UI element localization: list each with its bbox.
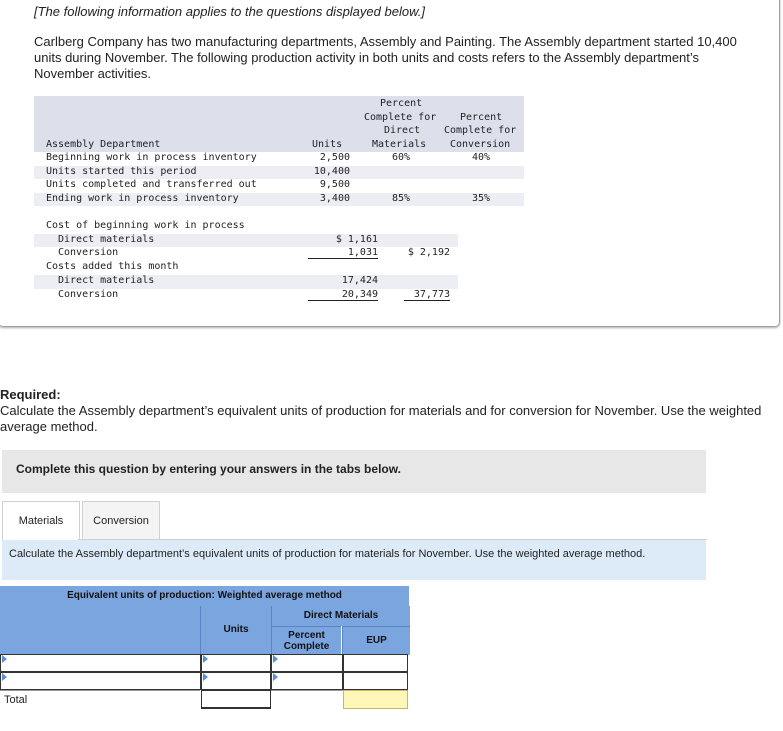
hdr-assembly-dept: Assembly Department — [46, 139, 161, 150]
required-text: Calculate the Assembly department’s equivalent units of production for materials and for conversion for November. Use the weighted average method. — [0, 403, 762, 434]
hdr-percent-conv: Percent — [460, 112, 503, 123]
row1-units-input[interactable] — [201, 654, 271, 672]
question-text: Calculate the Assembly department’s equivalent units of production for materials for November. Use the weighted average method. — [9, 548, 646, 560]
hdr-complete-for: Complete for — [364, 112, 437, 123]
row2-flag-icon — [2, 673, 7, 681]
total-percent-cell — [271, 690, 343, 710]
header-eup: EUP — [342, 626, 410, 655]
hdr-materials: Materials — [372, 139, 427, 150]
cost-table — [34, 220, 458, 306]
required-title: Required: — [0, 387, 61, 402]
problem-paragraph: Carlberg Company has two manufacturing departments, Assembly and Painting. The Assembly department started 10,400 units during November. The following production activity in both units and costs refers to the Assembly department’s November activities. — [34, 34, 737, 81]
table-row: Ending work in process inventory 3,400 85% 35% — [34, 193, 524, 207]
header-units: Units — [200, 606, 271, 654]
tab-materials[interactable]: Materials — [2, 501, 80, 540]
production-table — [34, 96, 524, 206]
row2-units-input[interactable] — [201, 672, 271, 690]
hdr-direct: Direct — [384, 125, 421, 136]
header-blank — [0, 606, 200, 654]
table-row: Direct materials 17,424 — [34, 275, 458, 289]
instruction-text: Complete this question by entering your answers in the tabs below. — [16, 462, 401, 476]
table-row: Conversion 20,349 37,773 — [58, 289, 450, 300]
instruction-bar — [2, 450, 706, 493]
row1-label-input[interactable] — [0, 654, 201, 672]
total-units-cell — [201, 690, 271, 709]
row1-percent-flag-icon — [273, 655, 278, 663]
hdr-units: Units — [312, 139, 343, 150]
header-percent-complete: Percent Complete — [271, 626, 341, 654]
total-eup-cell — [343, 690, 408, 709]
row1-flag-icon — [2, 655, 7, 663]
table-row: Units completed and transferred out 9,500 — [46, 179, 350, 190]
intro-note: [The following information applies to the questions displayed below.] — [34, 4, 425, 19]
row1-units-flag-icon — [203, 655, 208, 663]
hdr-complete-for-conv: Complete for — [444, 125, 517, 136]
table-row: Cost of beginning work in process — [46, 220, 245, 231]
table-row: Direct materials $ 1,161 — [34, 234, 458, 248]
row1-eup-input[interactable] — [343, 654, 408, 672]
row2-percent-input[interactable] — [271, 672, 343, 690]
header-direct-materials: Direct Materials — [271, 606, 410, 626]
table-row: Costs added this month — [46, 261, 179, 272]
answer-table-title: Equivalent units of production: Weighted average method — [0, 586, 409, 606]
row2-label-input[interactable] — [0, 672, 201, 690]
row2-units-flag-icon — [203, 673, 208, 681]
required-section — [0, 387, 783, 435]
table-row: Units started this period 10,400 — [34, 166, 524, 180]
tab-conversion[interactable]: Conversion — [82, 501, 160, 540]
table-row: Conversion 1,031 $ 2,192 — [58, 247, 450, 258]
hdr-percent: Percent — [380, 98, 423, 109]
row2-eup-input[interactable] — [343, 672, 408, 690]
question-box — [2, 540, 706, 580]
hdr-conversion: Conversion — [450, 139, 511, 150]
total-label: Total — [0, 690, 200, 709]
row1-percent-input[interactable] — [271, 654, 343, 672]
table-row: Beginning work in process inventory 2,500 60% 40% — [46, 152, 490, 163]
row2-percent-flag-icon — [273, 673, 278, 681]
